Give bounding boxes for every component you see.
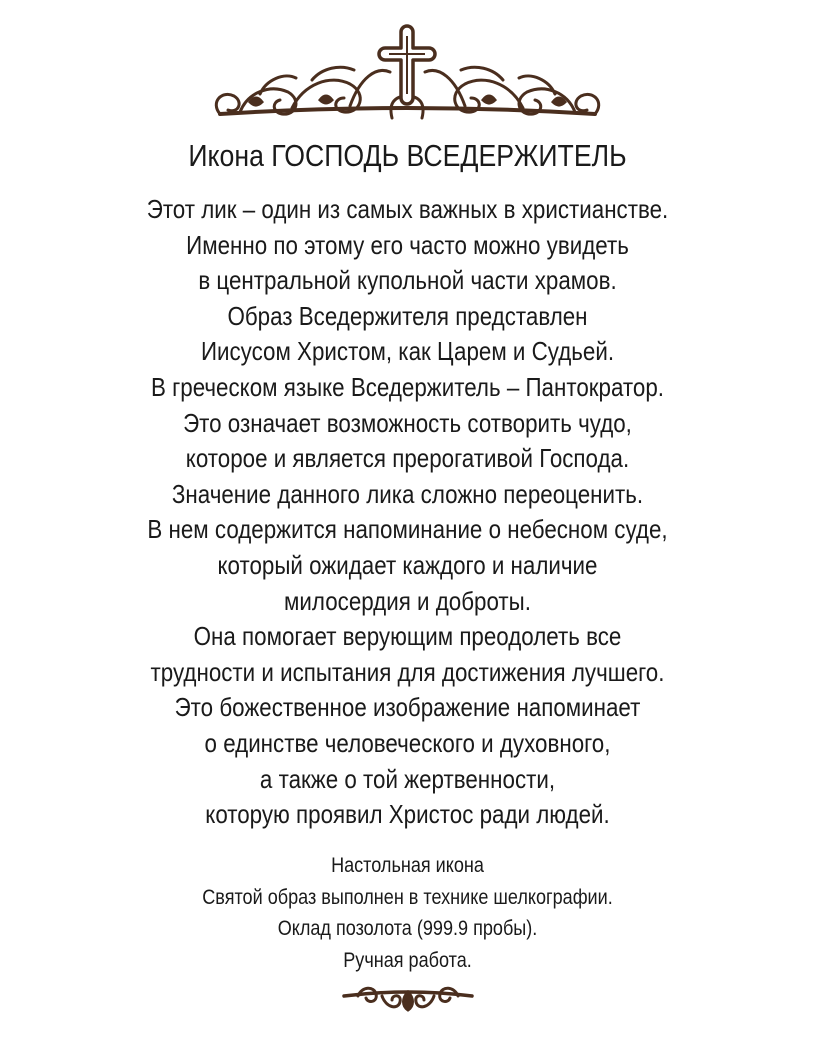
description-line: милосердия и доброты.	[284, 585, 531, 616]
description-line: В нем содержится напоминание о небесном суде,	[147, 514, 668, 545]
description-text	[0, 192, 815, 833]
description-line: а также о той жертвенности,	[259, 763, 556, 794]
description-line: Образ Вседержителя представлен	[227, 300, 588, 331]
description-line: Это божественное изображение напоминает	[174, 692, 641, 723]
description-line: трудности и испытания для достижения лучшего.	[150, 656, 665, 687]
cross-ornament-icon	[200, 22, 615, 132]
product-detail-line: Ручная работа.	[343, 948, 472, 972]
product-detail-line: Святой образ выполнен в технике шелкографии.	[202, 885, 613, 909]
product-details	[0, 850, 815, 976]
description-line: в центральной купольной части храмов.	[198, 265, 617, 296]
description-line: Иисусом Христом, как Царем и Судьей.	[200, 336, 615, 367]
page-title: Икона ГОСПОДЬ ВСЕДЕРЖИТЕЛЬ	[188, 138, 627, 173]
description-line: Это означает возможность сотворить чудо,	[183, 407, 632, 438]
description-line: В греческом языке Вседержитель – Пантократор.	[150, 371, 664, 402]
product-detail-line: Оклад позолота (999.9 пробы).	[277, 917, 538, 940]
product-detail-line: Настольная икона	[331, 854, 484, 877]
description-line: Значение данного лика сложно переоценить.	[171, 478, 644, 509]
description-line: Она помогает верующим преодолеть все	[193, 621, 622, 652]
description-line: которую проявил Христос ради людей.	[205, 799, 610, 830]
flourish-ornament-icon	[338, 980, 478, 1016]
description-line: о единстве человеческого и духовного,	[204, 727, 611, 758]
description-line: Именно по этому его часто можно увидеть	[186, 229, 629, 260]
description-line: Этот лик – один из самых важных в христианстве.	[146, 194, 669, 224]
description-line: которое и является прерогативой Господа.	[185, 443, 630, 474]
description-line: который ожидает каждого и наличие	[217, 549, 598, 580]
